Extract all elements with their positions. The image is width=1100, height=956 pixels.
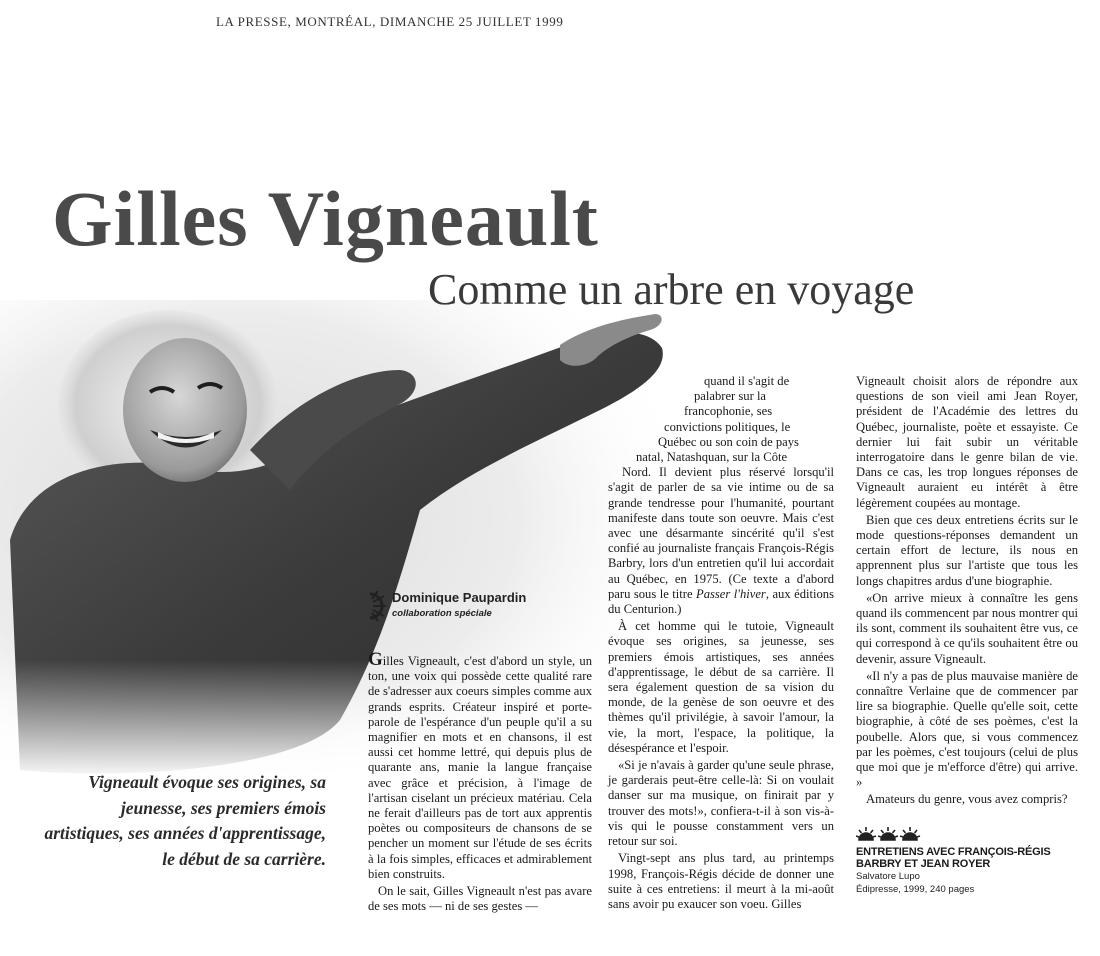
paragraph: «On arrive mieux à connaître les gens quand ils commencent par nous montrer qui ils sont, comment ils souhaitent être vus, ce qui correspond à ce qu'ils souhaitent être ou devenir, assure Vigneault. [856, 590, 1078, 666]
book-author: Salvatore Lupo [856, 871, 920, 882]
sun-rating-icons [856, 826, 922, 844]
paragraph [608, 374, 834, 617]
pull-quote: Vigneault évoque ses origines, sa jeunesse, ses premiers émois artistiques, ses années d'apprentissage, le début de sa carrière. [44, 772, 326, 869]
byline [366, 586, 586, 632]
drop-cap: G [368, 649, 383, 670]
paragraph: «Si je n'avais à garder qu'une seule phrase, je garderais peut-être celle-là: Si on voulait danser sur ma musique, on finirait par y trouver des mots!», confiera-t-il à son vis-à-vis qui le pousse constamment vers un retour sur soi. [608, 758, 834, 849]
headline-subtitle: Comme un arbre en voyage [428, 265, 915, 314]
paragraph: On le sait, Gilles Vigneault n'est pas avare de ses mots — ni de ses gestes — [368, 884, 592, 914]
wrap-line: francophonie, ses [684, 404, 773, 419]
paragraph: Bien que ces deux entretiens écrits sur le mode questions-réponses demandent un certain effort de lecture, ils nous en apprennent plus sur l'artiste que tous les longs chapitres ardus d'une biographie. [856, 512, 1078, 588]
wrap-line: Québec ou son coin de pays [658, 434, 799, 449]
dateline: LA PRESSE, MONTRÉAL, DIMANCHE 25 JUILLET 1999 [216, 14, 564, 29]
wrap-line: Nord. [622, 465, 652, 480]
paragraph [368, 649, 592, 882]
book-title: ENTRETIENS AVEC FRANÇOIS-RÉGIS BARBRY ET JEAN ROYER [856, 846, 1051, 870]
sun-logo-icon [366, 588, 388, 622]
paragraph: Amateurs du genre, vous avez compris? [866, 792, 1068, 807]
wrap-line: quand il s'agit de [704, 374, 790, 388]
paragraph-text: illes Vigneault, c'est d'abord un style, un ton, une voix qui possède cette qualité rare de s'adresser aux coeurs simples comme aux grands esprits. Créateur inspiré et porte-parole de l'espérance d'un peuple qu'il a su magnifier en mots et en chansons, il est aussi cet homme lettré, qui depuis plus de quarante ans, manie la langue française avec grâce et précision, à l'image de l'artisan ciselant un précieux matériau. Cela ne ferait d'ailleurs pas de tort aux apprentis poètes ou compositeurs de chansons de se pencher un moment sur l'étude de ses écrits à la fois simples, efficaces et admirablement bien construits. [368, 654, 592, 881]
article-column-3 [856, 374, 1078, 808]
paragraph: «Il n'y a pas de plus mauvaise manière de connaître Verlaine que de commencer par lire sa biographie. Quelle qu'elle soit, cette biographie, à côté de ses poèmes, c'est la poubelle. Alors que, si vous commencez par les poèmes, c'est toujours (celui de plus que moi que je m'efforce d'être) qui arrive. » [856, 668, 1078, 790]
book-title-italic: Passer l'hiver [696, 586, 766, 601]
wrap-line: natal, Natashquan, sur la Côte [636, 450, 788, 465]
rating-icons [856, 826, 1086, 846]
article-column-2 [608, 374, 834, 912]
author-role: collaboration spéciale [392, 608, 492, 619]
wrap-line: palabrer sur la [694, 389, 767, 404]
headline-title: Gilles Vigneault [52, 175, 599, 262]
paragraph-text: Il devient plus réservé lorsqu'il s'agit de parler de sa vie intime ou de sa grande tendresse pour l'humanité, pourtant manifeste dans toute son oeuvre. Mais c'est avec une désarmante sincérité qu'il s'est confié au journaliste français François-Régis Barbry, lors d'un entretien qu'il lui accordait au Québec, en 1975. (Ce texte a d'abord paru sous le titre [608, 465, 834, 601]
wrap-line: convictions politiques, le [664, 419, 791, 434]
paragraph: À cet homme qui le tutoie, Vigneault évoque ses origines, sa jeunesse, ses premiers émois artistiques, ses années d'apprentissage, le début de sa carrière. Il sera également question de sa vision du monde, de la genèse de son oeuvre et des thèmes qu'il privilégie, à savoir l'amour, la vie, la mort, l'espace, la politique, la désespérance et l'espoir. [608, 619, 834, 755]
book-info-box [856, 826, 1086, 896]
paragraph: Vingt-sept ans plus tard, au printemps 1998, François-Régis décide de donner une suite à ces entretiens: il meurt à la mi-août sans avoir pu exaucer son voeu. Gilles [608, 851, 834, 911]
paragraph-text: , aux éditions du Centurion.) [608, 586, 834, 617]
book-publisher: Édipresse, 1999, 240 pages [856, 884, 975, 895]
article-column-1 [368, 649, 592, 914]
paragraph: Vigneault choisit alors de répondre aux questions de son vieil ami Jean Royer, président de l'Académie des lettres du Québec, journaliste, poète et essayiste. Ce dernier lui fait subir un véritable interrogatoire dans le genre bilan de vie. Dans ce cas, les trop longues réponses de Vigneault auraient eu intérêt à être légèrement coupées au montage. [856, 374, 1078, 510]
author-name: Dominique Paupardin [392, 590, 527, 605]
